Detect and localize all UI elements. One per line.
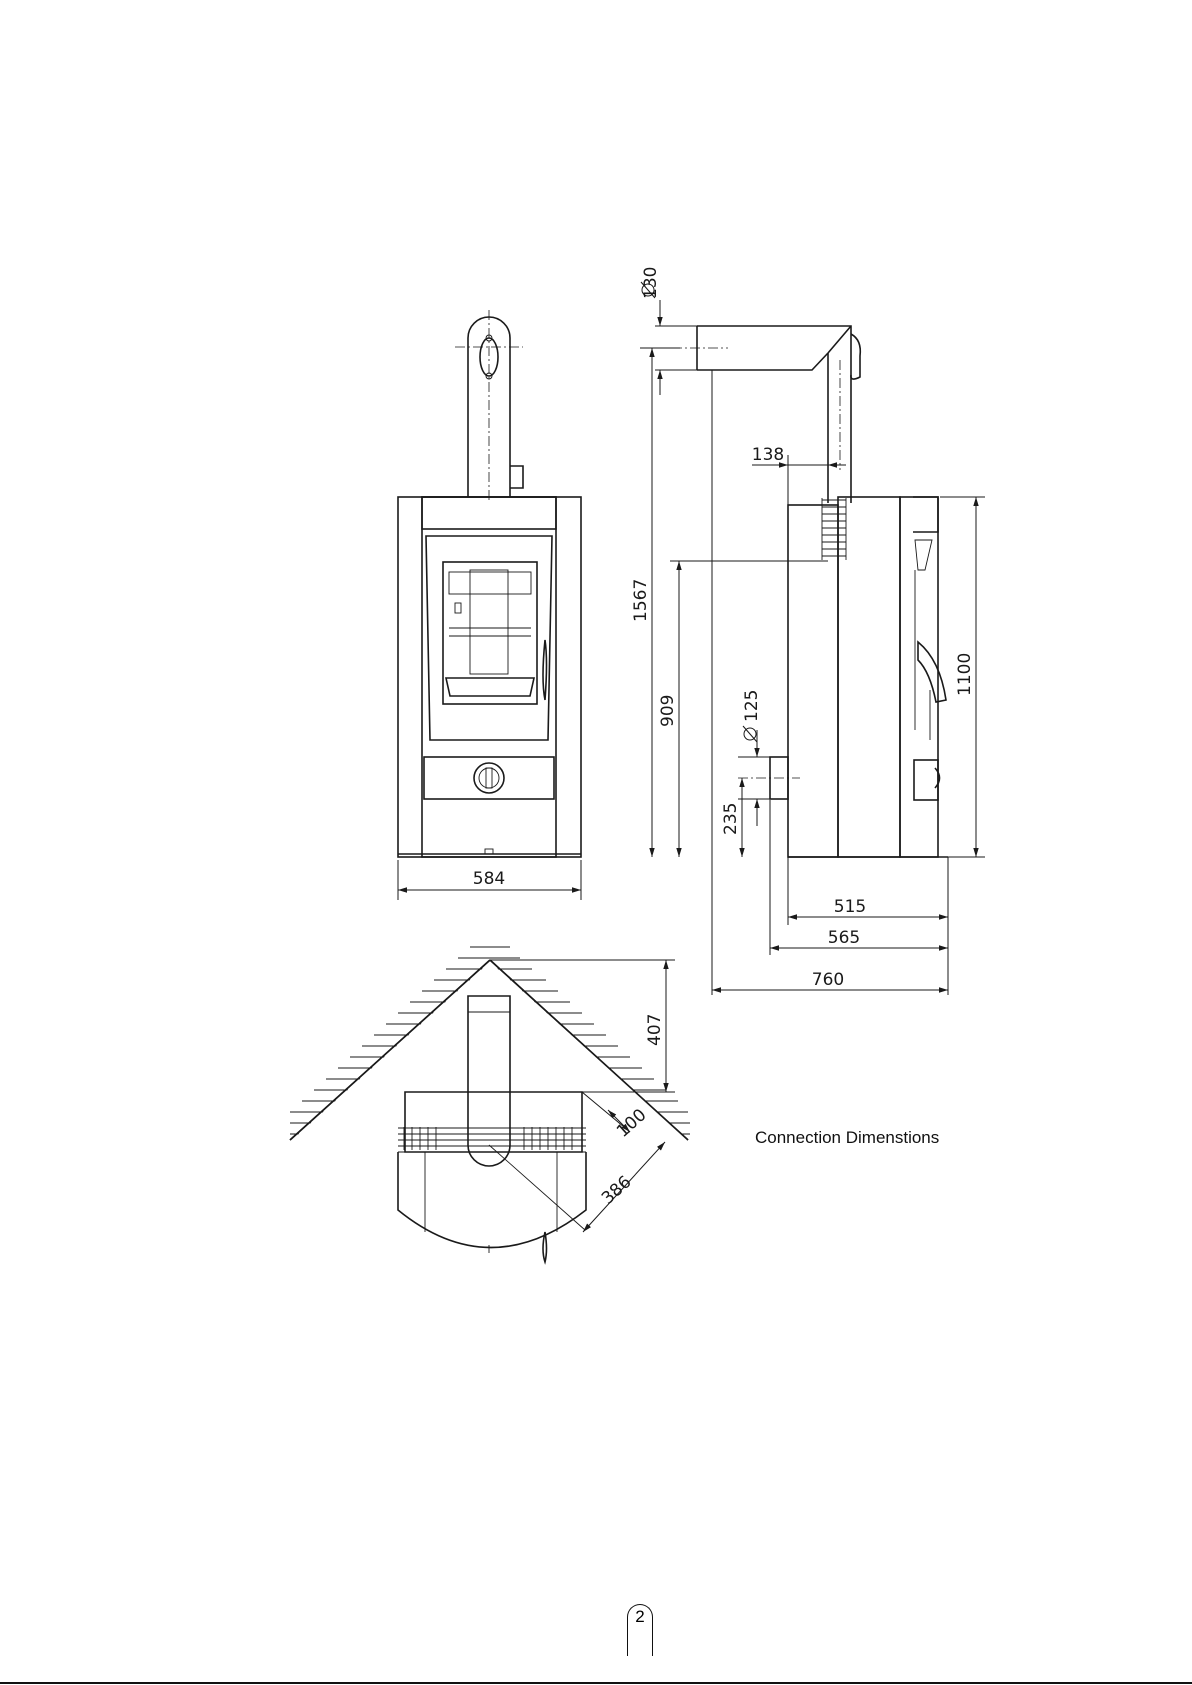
drawing-caption: Connection Dimenstions (755, 1128, 940, 1147)
dim-rear-connection-height-label: 235 (721, 802, 741, 835)
front-stove-body (398, 497, 581, 857)
dim-flue-offset (752, 445, 846, 505)
dim-corner-386 (583, 1142, 665, 1232)
dim-rear-outlet-height-label: 909 (658, 694, 678, 727)
dim-flue-diameter-rear (738, 690, 770, 826)
dim-depth-565 (770, 928, 948, 948)
front-flue-pipe (455, 310, 523, 500)
dim-width (398, 860, 581, 900)
dim-corner-407-label: 407 (645, 1013, 665, 1046)
dim-depth-565-label: 565 (827, 928, 861, 948)
dim-total-height-label: 1567 (631, 578, 651, 622)
front-view (398, 310, 581, 900)
corner-top-view (290, 947, 690, 1262)
dim-flue-diameter-top-label: 130 (641, 266, 661, 299)
side-view (631, 267, 985, 995)
dim-depth-515-label: 515 (833, 897, 867, 917)
dim-flue-diameter-rear-label: 125 (742, 689, 762, 722)
bottom-rule (0, 1682, 1192, 1684)
dim-corner-386-label: 386 (597, 1172, 636, 1209)
dim-width-label: 584 (472, 869, 506, 889)
dim-corner-100-label: 100 (612, 1105, 651, 1142)
dim-flue-diameter-top (641, 267, 697, 395)
page-number: 2 (627, 1604, 653, 1656)
side-flue-elbow (672, 326, 860, 503)
dim-depth-760-label: 760 (811, 970, 845, 990)
dim-depth-515 (788, 897, 948, 917)
dim-rear-connection-height (721, 778, 742, 857)
dim-body-height (940, 497, 985, 857)
dim-flue-offset-label: 138 (751, 445, 785, 465)
dim-depth-760 (712, 970, 948, 990)
dim-total-height (631, 348, 680, 857)
dim-body-height-label: 1100 (955, 652, 975, 696)
